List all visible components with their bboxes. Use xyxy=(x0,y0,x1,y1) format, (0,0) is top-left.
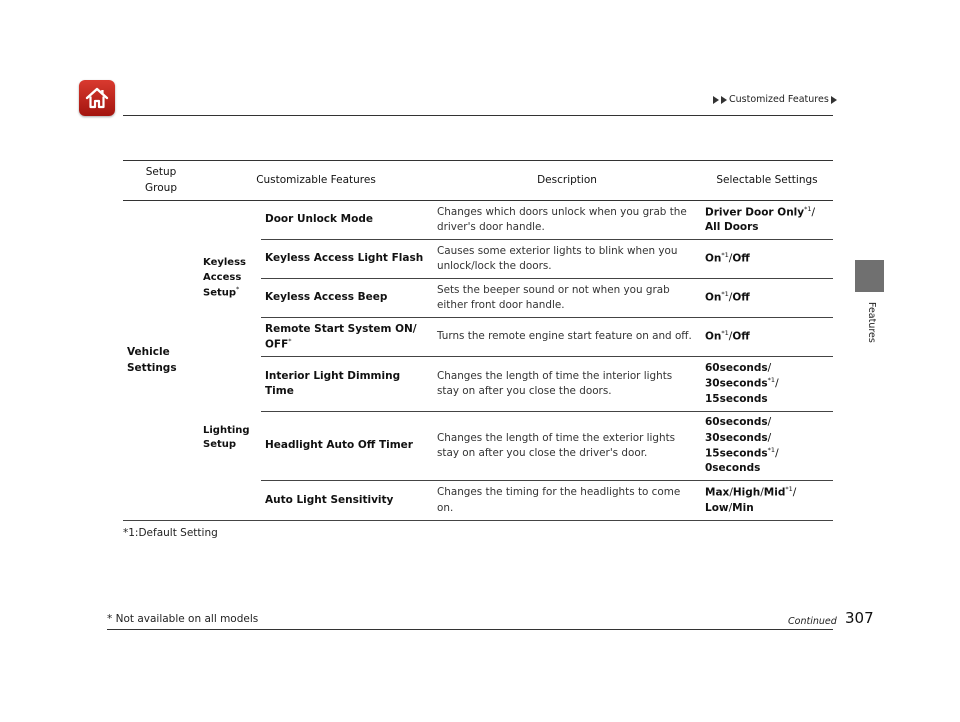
feature-name: Door Unlock Mode xyxy=(261,201,433,240)
subgroup-lighting-setup: Lighting Setup xyxy=(199,357,261,521)
table-row xyxy=(123,357,833,412)
feature-description: Changes the length of time the exterior lights stay on after you close the driver's door. xyxy=(433,412,701,481)
continued-label: Continued xyxy=(788,616,837,627)
breadcrumb-arrow-icon xyxy=(713,96,719,104)
section-tab[interactable] xyxy=(855,260,884,292)
header-customizable-features: Customizable Features xyxy=(199,161,433,201)
feature-description: Changes the length of time the interior lights stay on after you close the doors. xyxy=(433,357,701,412)
setup-group-vehicle-settings: Vehicle Settings xyxy=(123,201,199,521)
home-button[interactable] xyxy=(79,80,115,116)
table-header-row xyxy=(123,161,833,201)
feature-description: Turns the remote engine start feature on and off. xyxy=(433,318,701,357)
availability-note: * Not available on all models xyxy=(107,613,259,625)
section-label: Features xyxy=(866,302,877,343)
breadcrumb xyxy=(713,94,837,105)
customized-features-table xyxy=(123,160,833,521)
selectable-settings: Max/High/Mid$^{*1}$/ Low/Min xyxy=(701,481,833,521)
header-setup-group: Setup Group xyxy=(123,161,199,201)
header-description: Description xyxy=(433,161,701,201)
selectable-settings: 60seconds/ 30seconds$^{*1}$/ 15seconds xyxy=(701,357,833,412)
home-icon xyxy=(84,86,110,110)
header-selectable-settings: Selectable Settings xyxy=(701,161,833,201)
feature-description: Causes some exterior lights to blink when you unlock/lock the doors. xyxy=(433,240,701,279)
page-number: 307 xyxy=(845,609,874,627)
feature-description: Changes which doors unlock when you grab the driver's door handle. xyxy=(433,201,701,240)
feature-description: Sets the beeper sound or not when you grab either front door handle. xyxy=(433,279,701,318)
selectable-settings: On$^{*1}$/Off xyxy=(701,279,833,318)
breadcrumb-link[interactable]: Customized Features xyxy=(729,94,829,105)
selectable-settings: On$^{*1}$/Off xyxy=(701,240,833,279)
default-setting-footnote: *1:Default Setting xyxy=(123,527,218,539)
feature-name: Remote Start System ON/ OFF* xyxy=(261,318,433,357)
feature-name: Interior Light Dimming Time xyxy=(261,357,433,412)
subgroup-keyless-access-setup: Keyless Access Setup* xyxy=(203,257,246,299)
header-divider xyxy=(123,115,833,116)
breadcrumb-arrow-icon xyxy=(721,96,727,104)
selectable-settings: Driver Door Only$^{*1}$/ All Doors xyxy=(701,201,833,240)
feature-name: Keyless Access Light Flash xyxy=(261,240,433,279)
feature-name: Keyless Access Beep xyxy=(261,279,433,318)
feature-name: Headlight Auto Off Timer xyxy=(261,412,433,481)
feature-name: Auto Light Sensitivity xyxy=(261,481,433,521)
breadcrumb-arrow-icon xyxy=(831,96,837,104)
selectable-settings: On$^{*1}$/Off xyxy=(701,318,833,357)
footer-divider xyxy=(107,629,833,630)
selectable-settings: 60seconds/ 30seconds/ 15seconds$^{*1}$/ 0seconds xyxy=(701,412,833,481)
feature-description: Changes the timing for the headlights to come on. xyxy=(433,481,701,521)
table-row xyxy=(123,201,833,240)
